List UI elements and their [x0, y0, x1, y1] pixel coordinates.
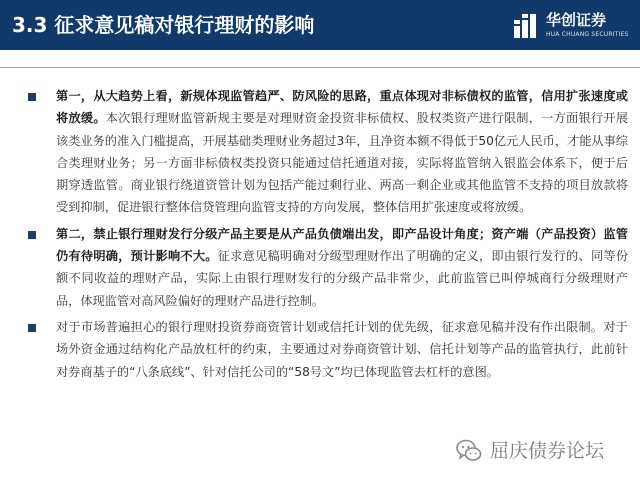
bullet-square-icon — [28, 231, 36, 239]
bullet-2-body: 征求意见稿明确对分级型理财作出了明确的定义，即由银行发行的、同等份额不同收益的理财产品，实际上由银行理财发行的分级产品非常少，此前监管已叫停城商行分级理财产品，体现监管对高风险偏好的理财产品进行控制。 — [56, 249, 629, 308]
header-divider — [0, 67, 640, 68]
wechat-icon — [456, 439, 482, 463]
bullet-2-headline: 第二，禁止银行理财发行分级产品主要是从产品负债端出发，即产品设计角度；资产端（产品投资）监管仍有待明确，预计影响不大。 — [56, 226, 628, 264]
bullet-1-body: 本次银行理财监管新规主要是对理财资金投资非标债权、股权类资产进行限制，一方面银行开展该类业务的准入门槛提高，开展基础类理财业务超过3年，且净资本额不得低于50亿元人民币，才能从事综合类理财业务；另一方面非标债权类投资只能通过信托通道对接，实际将监管纳入银监会体系下，便于后期穿透监管。商业银行绕道资管计划为包括产能过剩行业、两高一剩企业或其他监管不支持的项目放款将受到抑制，促进银行整体信贷管理向监管支持的方向发展，整体信用扩张速度或将放缓。 — [56, 111, 629, 215]
bullet-1-headline: 第一，从大趋势上看，新规体现监管趋严、防风险的思路，重点体现对非标债权的监管，信用扩张速度或将放缓。 — [56, 89, 628, 126]
page-title: 3.3 征求意见稿对银行理财的影响 — [12, 13, 315, 37]
bullet-3-body: 对于市场普遍担心的银行理财投资券商资管计划或信托计划的优先级，征求意见稿并没有作出限制。对于场外资金通过结构化产品放杠杆的约束，主要通过对券商资管计划、信托计划等产品的监管执行，此前针对券商基子的“八条底线”、针对信托公司的“58号文”均已体现监管去杠杆的意图。 — [56, 319, 628, 379]
title-bar — [0, 0, 640, 50]
bullet-list — [16, 85, 628, 387]
watermark-text: 屈庆债券论坛 — [490, 440, 605, 462]
logo-name-cn: 华创证券 — [546, 11, 607, 29]
bullet-item-2 — [16, 223, 628, 312]
watermark — [456, 436, 632, 466]
logo-mark-icon — [512, 12, 542, 40]
logo-name-en: HUA CHUANG SECURITIES — [546, 31, 629, 38]
bullet-square-icon — [28, 324, 36, 332]
bullet-item-3 — [16, 316, 628, 383]
bullet-square-icon — [28, 93, 36, 101]
company-logo — [508, 10, 636, 42]
bullet-item-1 — [16, 85, 628, 219]
